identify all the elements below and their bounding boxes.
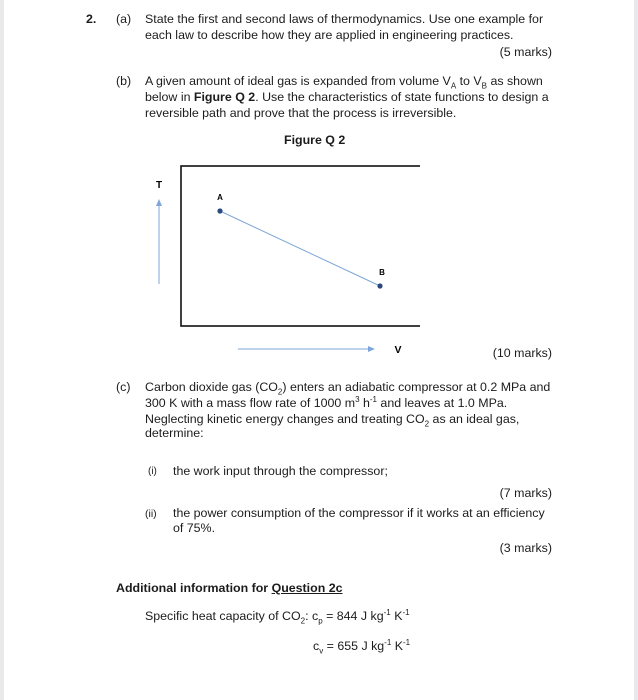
part-c-ii-line1: the power consumption of the compressor if it works at an efficiency: [173, 506, 545, 520]
part-c-line4: determine:: [145, 426, 204, 440]
part-c-line2: 300 K with a mass flow rate of 1000 $m^3$ $h^{-1}$ and leaves at 1.0 MPa.: [145, 394, 508, 410]
part-c-line3: Neglecting kinetic energy changes and treating $CO_2$ as an ideal gas,: [145, 412, 520, 429]
t-axis-arrowhead: [156, 199, 162, 206]
part-a-line1: State the first and second laws of thermodynamics. Use one example for: [145, 12, 544, 26]
part-c-ii-label: (ii): [145, 508, 157, 520]
part-c-ii-marks: (3 marks): [499, 541, 552, 555]
process-path-line: [220, 211, 380, 286]
t-axis-label: T: [155, 180, 163, 191]
figure-title: Figure Q 2: [284, 133, 346, 147]
part-c-i-text: the work input through the compressor;: [173, 464, 388, 478]
question-2c-link: Question 2c: [271, 581, 343, 595]
part-c-i-label: (i): [148, 466, 157, 477]
part-a-label: (a): [116, 12, 132, 26]
v-axis-arrowhead: [368, 346, 375, 352]
part-b-marks: (10 marks): [492, 346, 552, 360]
point-a-label: A: [217, 193, 223, 202]
part-b-line2: below in Figure Q 2. Use the characteristics of state functions to design a: [145, 90, 549, 104]
page-edge-left: [0, 0, 4, 700]
point-b-dot: [377, 283, 382, 288]
part-c-ii-line2: of 75%.: [173, 521, 216, 535]
figure-q2: [150, 160, 420, 360]
v-axis-label: V: [394, 344, 402, 356]
part-c-line1: Carbon dioxide gas $(CO_2)$ enters an adiabatic compressor at 0.2 MPa and: [145, 380, 551, 397]
cp-line: Specific heat capacity of $CO_2$: $c_p = 844$ J $kg^{-1}$ $K^{-1}$: [145, 607, 410, 626]
part-a-marks: (5 marks): [499, 45, 552, 59]
point-a-dot: [217, 208, 222, 213]
part-b-line1: A given amount of ideal gas is expanded from volume $V_A$ to $V_B$ as shown: [145, 74, 543, 91]
additional-info-heading: Additional information for Question 2c: [116, 581, 343, 595]
figure-reference: Figure Q 2: [193, 90, 256, 104]
part-c-i-marks: (7 marks): [499, 486, 552, 500]
diagram-box: [181, 166, 420, 326]
part-b-label: (b): [116, 74, 132, 88]
part-c-label: (c): [116, 380, 131, 394]
part-b-line3: reversible path and prove that the process is irreversible.: [145, 106, 457, 120]
question-number: 2.: [86, 12, 97, 26]
point-b-label: B: [379, 268, 385, 277]
cv-line: $c_v = 655$ J $kg^{-1}$ $K^{-1}$: [313, 637, 411, 656]
part-a-line2: each law to describe how they are applied in engineering practices.: [145, 28, 514, 42]
page-edge-right: [634, 0, 638, 700]
